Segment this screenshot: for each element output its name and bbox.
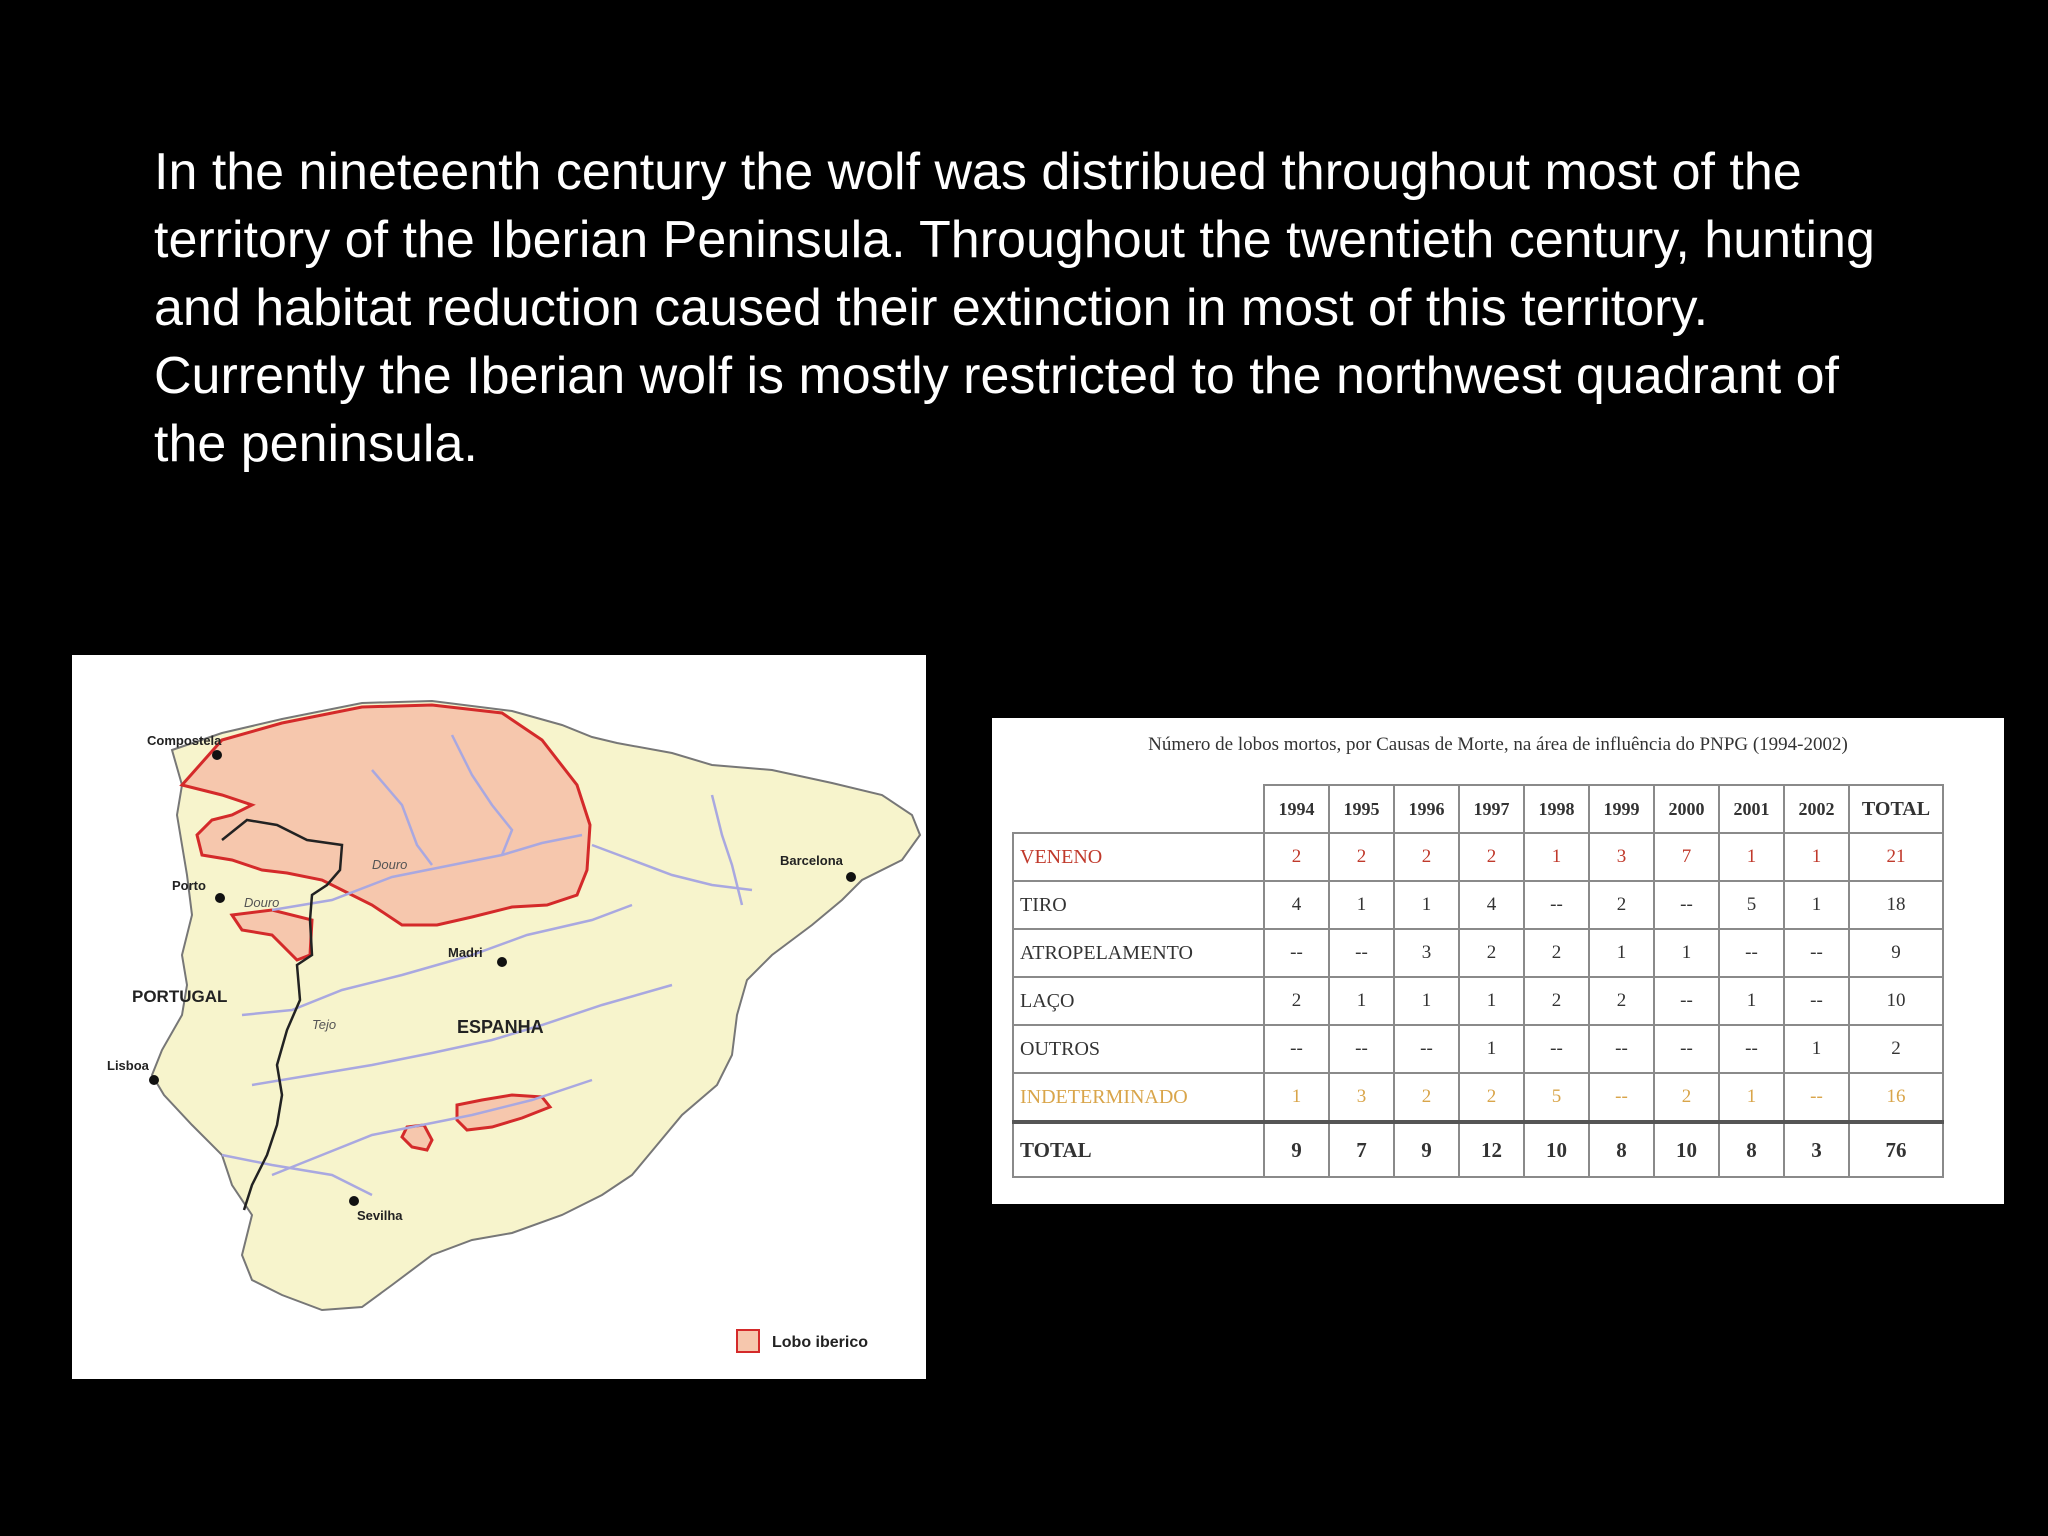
legend-label: Lobo iberico [772, 1334, 868, 1351]
table-value-cell: 2 [1459, 1073, 1524, 1122]
table-header-cell: 1998 [1524, 785, 1589, 833]
table-total-cell: 9 [1264, 1122, 1329, 1177]
table-value-cell: 2 [1394, 833, 1459, 881]
table-value-cell: 10 [1849, 977, 1943, 1025]
table-value-cell: -- [1719, 929, 1784, 977]
table-value-cell: 5 [1719, 881, 1784, 929]
table-value-cell: 1 [1524, 833, 1589, 881]
table-value-cell: 2 [1264, 977, 1329, 1025]
table-total-label: TOTAL [1013, 1122, 1264, 1177]
table-row [1013, 977, 1943, 1025]
table-body [1013, 833, 1943, 1177]
table-value-cell: -- [1589, 1073, 1654, 1122]
table-value-cell: 1 [1784, 833, 1849, 881]
table-header-cell: 1999 [1589, 785, 1654, 833]
table-cause-cell: VENENO [1013, 833, 1264, 881]
table-value-cell: 1 [1459, 977, 1524, 1025]
country-label-espanha: ESPANHA [457, 1017, 544, 1037]
table-cause-cell: INDETERMINADO [1013, 1073, 1264, 1122]
table-value-cell: 3 [1589, 833, 1654, 881]
table-value-cell: 1 [1329, 881, 1394, 929]
table-value-cell: 1 [1329, 977, 1394, 1025]
river-label-tejo: Tejo [312, 1017, 337, 1032]
table-header-cell: 2000 [1654, 785, 1719, 833]
table-header-cell: 2001 [1719, 785, 1784, 833]
legend-swatch [737, 1330, 759, 1352]
table-header-cell: 1994 [1264, 785, 1329, 833]
table-value-cell: -- [1654, 881, 1719, 929]
table-value-cell: 3 [1394, 929, 1459, 977]
table-header-cell: 1997 [1459, 785, 1524, 833]
table-value-cell: -- [1329, 929, 1394, 977]
iberian-wolf-map [72, 655, 926, 1379]
city-label-lisboa: Lisboa [107, 1058, 149, 1073]
table-cause-cell: ATROPELAMENTO [1013, 929, 1264, 977]
table-value-cell: -- [1654, 1025, 1719, 1073]
table-value-cell: 1 [1719, 977, 1784, 1025]
table-row [1013, 1025, 1943, 1073]
table-value-cell: 2 [1394, 1073, 1459, 1122]
table-value-cell: -- [1264, 929, 1329, 977]
table-total-cell: 10 [1654, 1122, 1719, 1177]
table-value-cell: 9 [1849, 929, 1943, 977]
table-value-cell: -- [1264, 1025, 1329, 1073]
table-value-cell: 21 [1849, 833, 1943, 881]
table-value-cell: -- [1719, 1025, 1784, 1073]
city-label-madri: Madri [448, 945, 483, 960]
table-total-cell: 7 [1329, 1122, 1394, 1177]
table-header-cell: 1995 [1329, 785, 1394, 833]
river-label-douro-1: Douro [372, 857, 408, 872]
table-value-cell: 2 [1654, 1073, 1719, 1122]
table-value-cell: 5 [1524, 1073, 1589, 1122]
table-value-cell: -- [1784, 1073, 1849, 1122]
table-value-cell: 7 [1654, 833, 1719, 881]
table-total-cell: 10 [1524, 1122, 1589, 1177]
city-label-porto: Porto [172, 878, 206, 893]
table-corner-cell [1013, 785, 1264, 833]
table-value-cell: 2 [1524, 977, 1589, 1025]
table-value-cell: 1 [1654, 929, 1719, 977]
table-value-cell: -- [1589, 1025, 1654, 1073]
table-row [1013, 929, 1943, 977]
table-value-cell: 1 [1719, 833, 1784, 881]
table-total-cell: 9 [1394, 1122, 1459, 1177]
table-value-cell: -- [1329, 1025, 1394, 1073]
city-label-sevilha: Sevilha [357, 1208, 403, 1223]
table-value-cell: 4 [1459, 881, 1524, 929]
table-value-cell: 1 [1589, 929, 1654, 977]
table-value-cell: 2 [1264, 833, 1329, 881]
table-value-cell: 1 [1719, 1073, 1784, 1122]
table-total-cell: 3 [1784, 1122, 1849, 1177]
table-row [1013, 881, 1943, 929]
table-value-cell: -- [1524, 1025, 1589, 1073]
table-total-cell: 8 [1719, 1122, 1784, 1177]
table-header-row [1013, 785, 1943, 833]
table-row [1013, 1073, 1943, 1122]
table-header-cell: TOTAL [1849, 785, 1943, 833]
table-header-cell: 2002 [1784, 785, 1849, 833]
table-value-cell: -- [1784, 977, 1849, 1025]
table-value-cell: -- [1394, 1025, 1459, 1073]
table-value-cell: 1 [1459, 1025, 1524, 1073]
table-value-cell: 1 [1264, 1073, 1329, 1122]
table-total-cell: 12 [1459, 1122, 1524, 1177]
table-header-cell: 1996 [1394, 785, 1459, 833]
table-value-cell: 2 [1524, 929, 1589, 977]
table-value-cell: 2 [1459, 929, 1524, 977]
table-row [1013, 833, 1943, 881]
table-value-cell: -- [1784, 929, 1849, 977]
table-value-cell: 2 [1459, 833, 1524, 881]
table-value-cell: 1 [1784, 881, 1849, 929]
river-label-douro-2: Douro [244, 895, 280, 910]
table-value-cell: 2 [1849, 1025, 1943, 1073]
table-value-cell: 16 [1849, 1073, 1943, 1122]
country-label-portugal: PORTUGAL [132, 987, 228, 1006]
table-value-cell: 4 [1264, 881, 1329, 929]
table-value-cell: 18 [1849, 881, 1943, 929]
table-title: Número de lobos mortos, por Causas de Morte, na área de influência do PNPG (1994-2002) [1148, 734, 1848, 755]
table-cause-cell: TIRO [1013, 881, 1264, 929]
table-value-cell: 2 [1329, 833, 1394, 881]
table-total-cell: 8 [1589, 1122, 1654, 1177]
table-cause-cell: OUTROS [1013, 1025, 1264, 1073]
slide-paragraph: In the nineteenth century the wolf was distribued throughout most of the territory of the Iberian Peninsula. Throughout the twentieth century, hunting and habitat reduction caused their extinction in most of this territory. Currently the Iberian wolf is mostly restricted to the northwest quadrant of the peninsula. [154, 143, 1875, 473]
table-total-cell: 76 [1849, 1122, 1943, 1177]
table-value-cell: 2 [1589, 881, 1654, 929]
city-label-barcelona: Barcelona [780, 853, 843, 868]
table-cause-cell: LAÇO [1013, 977, 1264, 1025]
wolf-deaths-table-panel [992, 718, 2004, 1204]
table-value-cell: 2 [1589, 977, 1654, 1025]
wolf-deaths-table [1012, 784, 1944, 1178]
table-value-cell: 1 [1394, 881, 1459, 929]
table-value-cell: 1 [1394, 977, 1459, 1025]
table-value-cell: -- [1654, 977, 1719, 1025]
map-svg [72, 655, 926, 1379]
table-total-row [1013, 1122, 1943, 1177]
table-value-cell: -- [1524, 881, 1589, 929]
table-value-cell: 3 [1329, 1073, 1394, 1122]
city-label-compostela: Compostela [147, 733, 222, 748]
table-value-cell: 1 [1784, 1025, 1849, 1073]
